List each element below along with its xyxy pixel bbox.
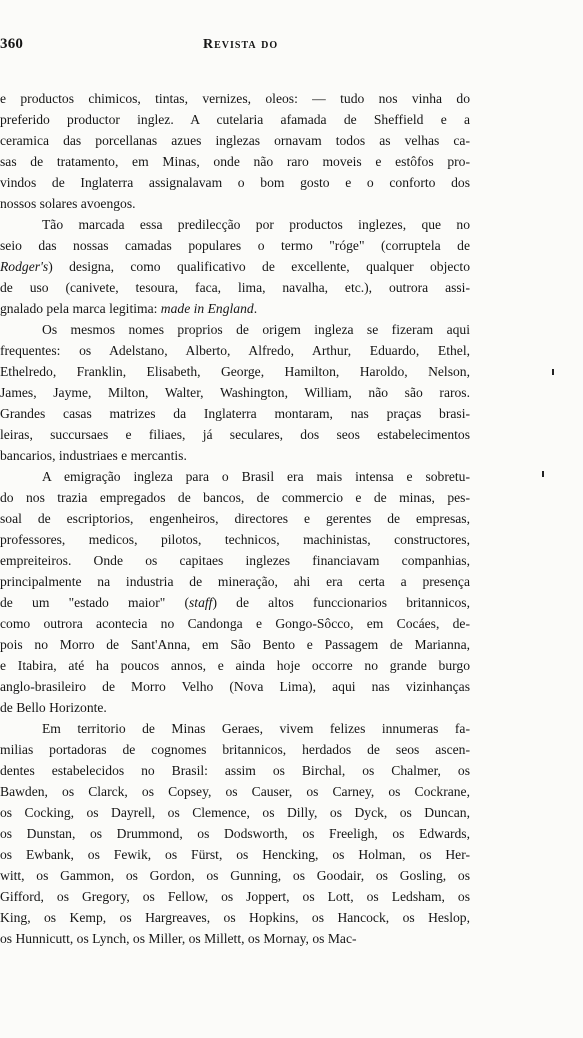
text-line: King, os Kemp, os Hargreaves, os Hopkins, os Hancock, os Heslop, — [0, 910, 470, 925]
paragraph — [0, 88, 470, 214]
text-line: professores, medicos, pilotos, technicos, machinistas, constructores, — [0, 532, 470, 547]
paragraph — [0, 466, 470, 718]
page-number: 360 — [0, 36, 24, 52]
text-line: Gifford, os Gregory, os Fellow, os Joppert, os Lott, os Ledsham, os — [0, 889, 470, 904]
page-body — [0, 88, 470, 949]
paragraph — [0, 214, 470, 319]
text-line: A emigração ingleza para o Brasil era mais intensa e sobretu- — [42, 469, 470, 484]
text-line: de Bello Horizonte. — [0, 700, 107, 715]
text-line: Rodger's) designa, como qualificativo de excellente, qualquer objecto — [0, 259, 470, 274]
text-line: nossos solares avoengos. — [0, 196, 136, 211]
text-line: Grandes casas matrizes da Inglaterra montaram, nas praças brasi- — [0, 406, 470, 421]
text-line: Em territorio de Minas Geraes, vivem felizes innumeras fa- — [42, 721, 470, 736]
text-line: bancarios, industriaes e mercantis. — [0, 448, 187, 463]
text-line: leiras, succursaes e filiaes, já seculares, dos seos estabelecimentos — [0, 427, 470, 442]
text-line: milias portadoras de cognomes britannicos, herdados de seos ascen- — [0, 742, 470, 757]
text-line: preferido productor inglez. A cutelaria afamada de Sheffield e a — [0, 112, 470, 127]
text-line: e productos chimicos, tintas, vernizes, oleos: — tudo nos vinha do — [0, 91, 470, 106]
text-line: dentes estabelecidos no Brasil: assim os Birchal, os Chalmer, os — [0, 763, 470, 778]
text-line: e Itabira, até ha poucos annos, e ainda hoje occorre no grande burgo — [0, 658, 470, 673]
text-line: Ethelredo, Franklin, Elisabeth, George, Hamilton, Haroldo, Nelson, — [0, 364, 470, 379]
paragraph — [0, 319, 470, 466]
text-line: sas de tratamento, em Minas, onde não raro moveis e estôfos pro- — [0, 154, 470, 169]
page-header — [0, 36, 583, 58]
text-line: empreiteiros. Onde os capitaes inglezes financiavam companhias, — [0, 553, 470, 568]
text-line: os Hunnicutt, os Lynch, os Miller, os Millett, os Mornay, os Mac- — [0, 931, 357, 946]
text-line: os Cocking, os Dayrell, os Clemence, os Dilly, os Dyck, os Duncan, — [0, 805, 470, 820]
text-line: do nos trazia empregados de bancos, de commercio e de minas, pes- — [0, 490, 470, 505]
text-line: como outrora acontecia no Candonga e Gongo-Sôcco, em Cocáes, de- — [0, 616, 470, 631]
text-line: de um "estado maior" (staff) de altos funccionarios britannicos, — [0, 595, 470, 610]
text-line: os Dunstan, os Drummond, os Dodsworth, os Freeligh, os Edwards, — [0, 826, 470, 841]
text-line: principalmente na industria de mineração, ahi era certa a presença — [0, 574, 470, 589]
text-line: de uso (canivete, tesoura, faca, lima, navalha, etc.), outrora assi- — [0, 280, 470, 295]
text-line: James, Jayme, Milton, Walter, Washington, William, não são raros. — [0, 385, 470, 400]
text-line: pois no Morro de Sant'Anna, em São Bento e Passagem de Marianna, — [0, 637, 470, 652]
text-line: soal de escriptorios, engenheiros, directores e gerentes de empresas, — [0, 511, 470, 526]
text-line: witt, os Gammon, os Gordon, os Gunning, os Goodair, os Gosling, os — [0, 868, 470, 883]
margin-mark — [542, 471, 544, 477]
running-head: Revista do — [203, 37, 279, 52]
text-line: gnalado pela marca legitima: made in England. — [0, 301, 258, 316]
text-line: Tão marcada essa predilecção por productos inglezes, que no — [42, 217, 470, 232]
text-line: frequentes: os Adelstano, Alberto, Alfredo, Arthur, Eduardo, Ethel, — [0, 343, 470, 358]
text-line: vindos de Inglaterra assignalavam o bom gosto e o conforto dos — [0, 175, 470, 190]
text-line: seio das nossas camadas populares o termo "róge" (corruptela de — [0, 238, 470, 253]
text-line: os Ewbank, os Fewik, os Fürst, os Hencking, os Holman, os Her- — [0, 847, 470, 862]
text-line: anglo-brasileiro de Morro Velho (Nova Lima), aqui nas vizinhanças — [0, 679, 470, 694]
paragraph — [0, 718, 470, 949]
margin-mark — [552, 369, 554, 375]
text-line: ceramica das porcellanas azues inglezas ornavam todos as velhas ca- — [0, 133, 470, 148]
text-line: Bawden, os Clarck, os Copsey, os Causer, os Carney, os Cockrane, — [0, 784, 470, 799]
text-line: Os mesmos nomes proprios de origem ingleza se fizeram aqui — [42, 322, 470, 337]
